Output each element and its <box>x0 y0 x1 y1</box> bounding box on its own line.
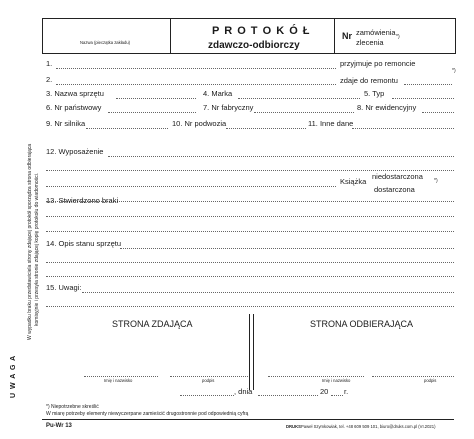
publisher-brand: DRUKS <box>286 424 301 429</box>
receiving-party-title: STRONA ODBIERAJĄCA <box>310 319 414 329</box>
field-14-line-1[interactable] <box>120 248 454 249</box>
stamp-caption: Nazwa (pieczątka zakładu) <box>80 40 131 45</box>
field-5-line[interactable] <box>392 98 454 99</box>
form-code: Pu-Wr 13 <box>46 423 72 429</box>
field-3-label: 3. Nazwa sprzętu <box>46 89 104 98</box>
day-line[interactable] <box>258 395 318 396</box>
field-10-line[interactable] <box>226 128 306 129</box>
field-7-label: 7. Nr fabryczny <box>203 103 254 112</box>
year-label: 20 <box>320 387 329 396</box>
field-11-line[interactable] <box>352 128 454 129</box>
field-15-line-1[interactable] <box>82 292 454 293</box>
document-title: P R O T O K Ó Ł <box>212 25 311 37</box>
field-7-line[interactable] <box>254 112 354 113</box>
field-8-line[interactable] <box>422 112 454 113</box>
field-13-line-2[interactable] <box>46 231 454 232</box>
footnote-2: W miarę potrzeby elementy niewyczerpane zamieścić drugostronnie pod odpowiednią cyfrą <box>46 411 249 417</box>
commission-label: zlecenia <box>356 38 384 47</box>
order-label: zamówienia <box>356 28 396 37</box>
field-12-line-1[interactable] <box>108 156 454 157</box>
field-6-label: 6. Nr państwowy <box>46 103 102 112</box>
book-label: Książka <box>340 177 367 186</box>
star-1: *) <box>452 68 456 74</box>
footnote-1: *) Niepotrzebne skreślić <box>46 404 99 410</box>
field-1-line[interactable] <box>56 68 336 69</box>
field-14-label: 14. Opis stanu sprzętu <box>46 239 122 248</box>
receive-after-repair: przyjmuje po remoncie <box>340 59 416 68</box>
left-name-caption: Imię i nazwisko <box>104 378 133 383</box>
field-12-label: 12. Wyposażenie <box>46 147 104 156</box>
field-6-line[interactable] <box>108 112 196 113</box>
left-sign-line[interactable] <box>170 376 248 377</box>
field-15-line-2[interactable] <box>46 306 454 307</box>
header-divider-right <box>334 18 335 54</box>
field-14-line-3[interactable] <box>46 276 454 277</box>
field-3-line[interactable] <box>116 98 196 99</box>
field-4-line[interactable] <box>238 98 360 99</box>
field-12-line-2[interactable] <box>46 170 454 171</box>
date-label: , dnia <box>234 387 253 396</box>
field-5-label: 5. Typ <box>364 89 385 98</box>
field-4-label: 4. Marka <box>203 89 233 98</box>
right-name-line[interactable] <box>268 376 364 377</box>
document-subtitle: zdawczo-odbiorczy <box>208 40 300 51</box>
side-note-line2: komisyjnie i przesyła stronie zdającej kopię protokołu do wiadomości. <box>34 172 40 326</box>
field-9-label: 9. Nr silnika <box>46 119 86 128</box>
field-9-line[interactable] <box>86 128 168 129</box>
field-15-label: 15. Uwagi: <box>46 283 82 292</box>
handing-party-title: STRONA ZDAJĄCA <box>112 319 193 329</box>
field-8-label: 8. Nr ewidencyjny <box>357 103 417 112</box>
field-2-label: 2. <box>46 75 53 84</box>
year-suffix: r. <box>344 387 349 396</box>
field-11-label: 11. Inne dane <box>308 119 354 128</box>
field-14-line-2[interactable] <box>46 262 454 263</box>
right-sign-line[interactable] <box>372 376 454 377</box>
field-2-right-line[interactable] <box>404 84 452 85</box>
header-divider-left <box>170 18 171 54</box>
footer-rule <box>42 419 454 420</box>
field-1-label: 1. <box>46 59 53 68</box>
side-note-line1: W wypadku braku przedstawiciela strony zdającej protokół sporządza strona odbierająca <box>27 143 33 340</box>
nr-label: Nr <box>342 31 353 41</box>
field-13-line-1[interactable] <box>46 216 454 217</box>
field-13-label: 13. Stwierdzono braki <box>46 196 119 205</box>
left-sign-caption: podpis <box>202 378 215 383</box>
signature-divider-2 <box>253 314 254 390</box>
signature-divider-1 <box>249 314 250 390</box>
field-2-line[interactable] <box>56 84 336 85</box>
right-sign-caption: podpis <box>424 378 437 383</box>
publisher-info: Paweł Szymkowiak, tel. +48 609 509 101, biuro@druks.com.pl (VI.2021) <box>301 424 436 429</box>
left-name-line[interactable] <box>84 376 158 377</box>
field-12-line-3[interactable] <box>46 186 336 187</box>
star-book: *) <box>434 178 438 184</box>
book-not-delivered: niedostarczona <box>372 172 423 181</box>
field-10-label: 10. Nr podwozia <box>172 119 227 128</box>
right-name-caption: Imię i nazwisko <box>322 378 351 383</box>
place-line[interactable] <box>180 395 234 396</box>
hand-over-for-repair: zdaje do remontu <box>340 76 398 85</box>
year-line[interactable] <box>331 395 343 396</box>
uwaga-label: U W A G A <box>10 354 17 398</box>
book-delivered: dostarczona <box>374 185 415 194</box>
header-star: *) <box>396 34 400 40</box>
